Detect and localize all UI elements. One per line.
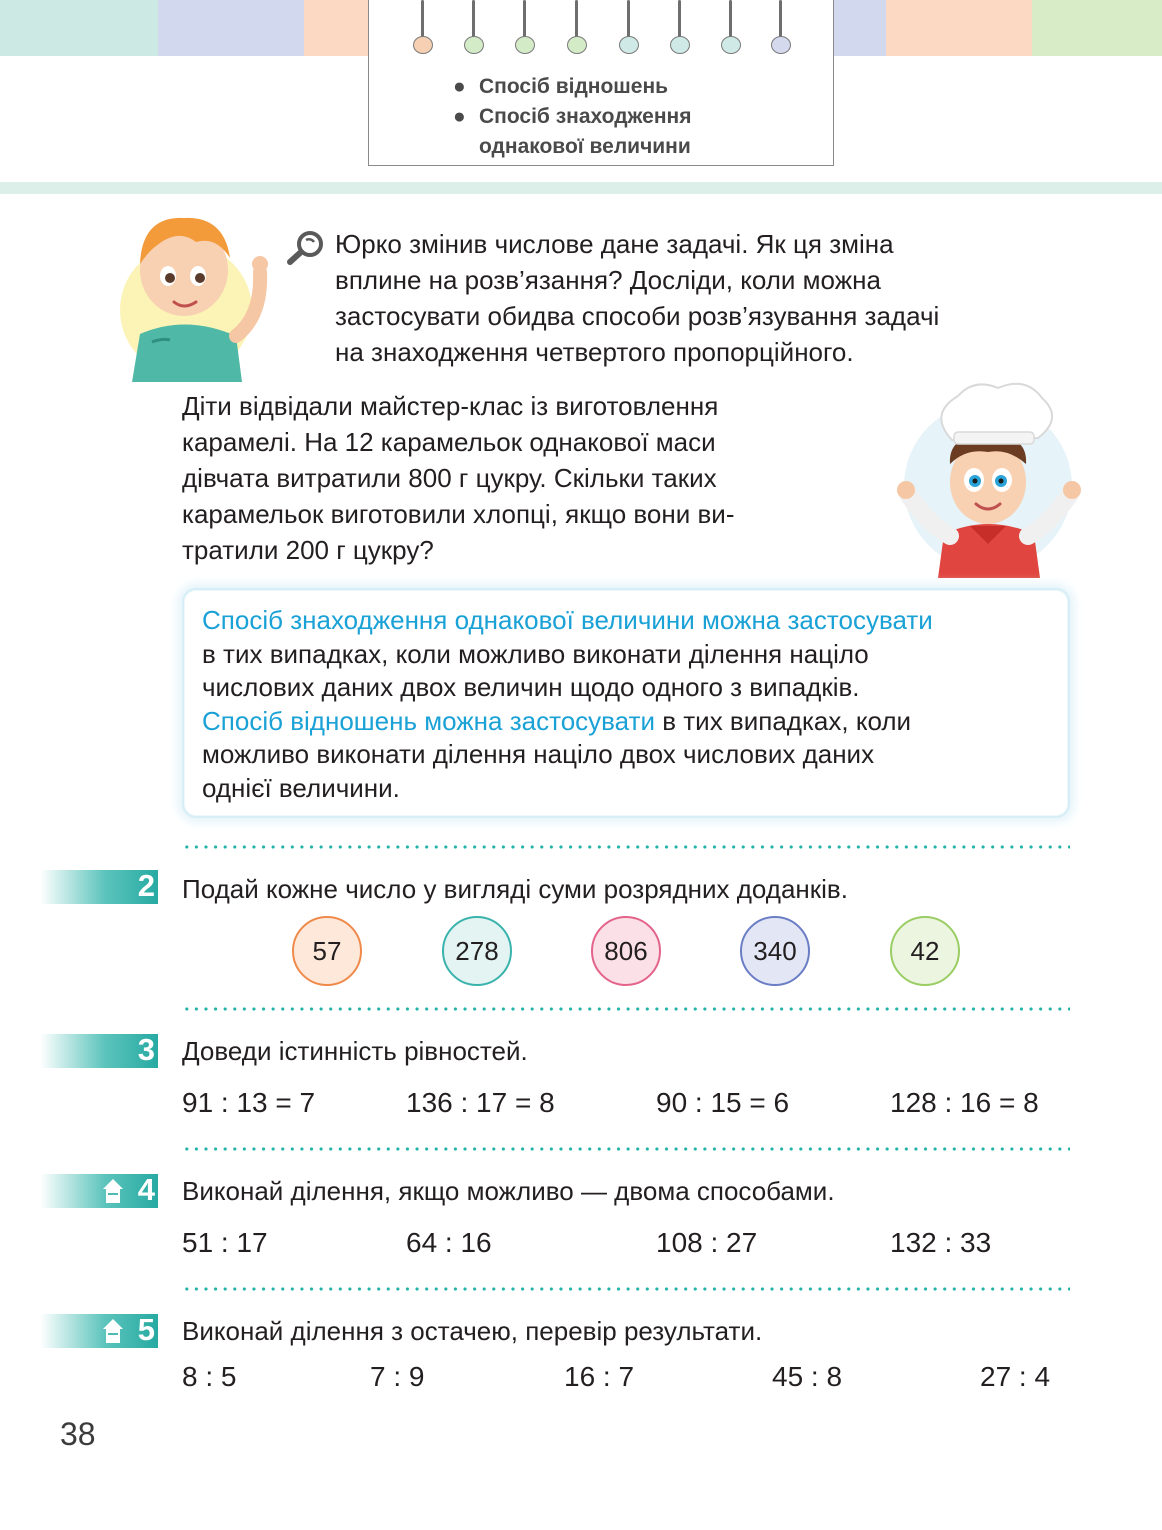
topics-notepad [368,0,834,166]
problem-paragraph: Діти відвідали майстер-клас із виготовлення карамелі. На 12 карамельок однакової маси дівчата витратили 800 г цукру. Скільки таких карамельок виготовили хлопці, якщо вони ви- тратили 200 г цукру? [182,391,735,565]
task-number-badge: 4 [40,1174,158,1208]
spiral-ring [670,0,690,56]
header-stripe-5 [886,0,1032,56]
expression: 64 : 16 [406,1227,492,1258]
topics-list [453,72,691,162]
separator [182,844,1070,850]
magnifier-icon [286,230,326,266]
header-underline [0,182,1162,194]
expression: 16 : 7 [564,1361,635,1392]
header-stripe-3 [304,0,368,56]
expression: 7 : 9 [370,1361,425,1392]
page-number: 38 [60,1416,96,1452]
equation: 90 : 15 = 6 [656,1087,790,1118]
task-number-badge: 5 [40,1314,158,1348]
task-3-text: Доведи істинність рівностей. [182,1036,528,1066]
task-number-badge: 3 [40,1034,158,1068]
separator [182,1146,1070,1152]
task-5-text: Виконай ділення з остачею, перевір результати. [182,1316,763,1346]
header-stripe-2 [158,0,304,56]
equation: 91 : 13 = 7 [182,1087,316,1118]
number-circle: 278 [442,916,512,986]
number-circle: 57 [292,916,362,986]
house-icon [102,1178,124,1204]
header-stripe-6 [1032,0,1162,56]
chef-illustration [888,374,1094,578]
spiral-ring [567,0,587,56]
spiral-ring [721,0,741,56]
header-stripe-4 [834,0,886,56]
equation: 128 : 16 = 8 [890,1087,1039,1118]
task-4-text: Виконай ділення, якщо можливо — двома способами. [182,1176,835,1206]
expression: 27 : 4 [980,1361,1051,1392]
task-2-text: Подай кожне число у вигляді суми розрядних доданків. [182,874,848,904]
number-circle: 806 [591,916,661,986]
boy-illustration [112,206,272,382]
spiral-ring [619,0,639,56]
spiral-ring [515,0,535,56]
spiral-ring [413,0,433,56]
expression: 8 : 5 [182,1361,237,1392]
intro-paragraph: Юрко змінив числове дане задачі. Як ця зміна вплине на розв’язання? Досліди, коли можна застосувати обидва способи розв’язування задачі на знаходження четвертого пропорційного. [335,229,940,367]
expression: 132 : 33 [890,1227,992,1258]
separator [182,1006,1070,1012]
house-icon [102,1318,124,1344]
number-circle: 42 [890,916,960,986]
task-number-badge: 2 [40,870,158,904]
topic-item: ● Спосіб знаходження [453,105,692,128]
number-circle: 340 [740,916,810,986]
equation: 136 : 17 = 8 [406,1087,555,1118]
header-stripe-1 [0,0,158,56]
expression: 108 : 27 [656,1227,758,1258]
spiral-ring [464,0,484,56]
separator [182,1286,1070,1292]
expression: 45 : 8 [772,1361,843,1392]
rule-box: Спосіб знаходження однакової величини можна застосувати в тих випадках, коли можливо виконати ділення націло числових даних двох величин щодо одного з випадків. Спосіб відношень можна застосувати в тих випадках, коли можливо виконати ділення націло двох числових даних однієї величини. [182,588,1070,818]
expression: 51 : 17 [182,1227,268,1258]
topic-item: ● Спосіб відношень [453,75,669,98]
spiral-ring [771,0,791,56]
topic-item-continuation: однакової величини [479,135,691,158]
